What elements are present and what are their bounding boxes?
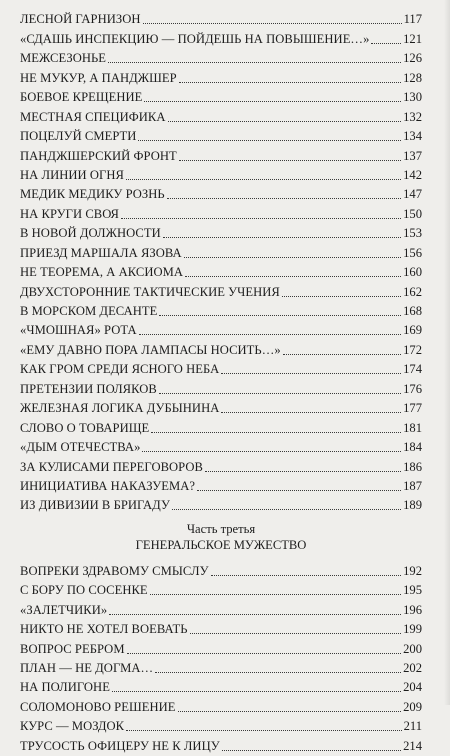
toc-entry-title: ПРИЕЗД МАРШАЛА ЯЗОВА <box>20 245 182 260</box>
dot-leader <box>155 672 401 673</box>
toc-entry-title: НА ЛИНИИ ОГНЯ <box>20 167 124 182</box>
toc-entry <box>20 678 422 697</box>
toc-entry <box>20 68 422 87</box>
toc-entry-page: 211 <box>403 719 422 734</box>
toc-entry <box>20 263 422 282</box>
toc-entry-page: 153 <box>403 226 422 241</box>
toc-entry-title: НА ПОЛИГОНЕ <box>20 680 110 695</box>
dot-leader <box>126 179 401 180</box>
toc-entry-page: 189 <box>403 498 422 513</box>
dot-leader <box>184 257 401 258</box>
toc-entry <box>20 477 422 496</box>
toc-entry-page: 172 <box>403 342 422 357</box>
toc-entry-title: ТРУСОСТЬ ОФИЦЕРУ НЕ К ЛИЦУ <box>20 738 220 753</box>
toc-entry-page: 150 <box>403 206 422 221</box>
toc-entry-title: БОЕВОЕ КРЕЩЕНИЕ <box>20 90 143 105</box>
dot-leader <box>283 354 401 355</box>
toc-entry <box>20 438 422 457</box>
dot-leader <box>197 490 401 491</box>
toc-entry-title: «ЕМУ ДАВНО ПОРА ЛАМПАСЫ НОСИТЬ…» <box>20 342 281 357</box>
dot-leader <box>167 198 401 199</box>
dot-leader <box>185 276 401 277</box>
toc-entry <box>20 620 422 639</box>
page-edge-shadow <box>444 0 450 705</box>
dot-leader <box>179 82 401 83</box>
dot-leader <box>221 412 401 413</box>
part-title: ГЕНЕРАЛЬСКОЕ МУЖЕСТВО <box>135 538 307 553</box>
toc-entry <box>20 204 422 223</box>
toc-entry-page: 168 <box>403 304 422 318</box>
toc-entry-title: МЕСТНАЯ СПЕЦИФИКА <box>20 109 166 124</box>
toc-entry <box>20 166 422 185</box>
dot-leader <box>159 393 401 394</box>
dot-leader <box>205 471 401 472</box>
toc-entry-page: 162 <box>403 284 422 299</box>
toc-entry-title: СЛОВО О ТОВАРИЩЕ <box>20 420 150 435</box>
toc-entry-page: 121 <box>403 31 422 46</box>
toc-entry-page: 184 <box>403 440 422 455</box>
dot-leader <box>159 315 401 316</box>
toc-entry-title: ПОЦЕЛУЙ СМЕРТИ <box>20 129 137 144</box>
toc-entry-page: 192 <box>403 563 422 578</box>
toc-entry-title: ВОПРОС РЕБРОМ <box>20 641 125 656</box>
toc-entry-page: 214 <box>403 738 422 753</box>
toc-entry-title: ИЗ ДИВИЗИИ В БРИГАДУ <box>20 498 170 513</box>
dot-leader <box>163 237 401 238</box>
part-label: Часть третья <box>186 522 256 537</box>
dot-leader <box>178 711 402 712</box>
toc-entry <box>20 561 422 580</box>
toc-entry-page: 202 <box>403 661 422 675</box>
toc-entry <box>20 736 422 755</box>
toc-entry-title: КАК ГРОМ СРЕДИ ЯСНОГО НЕБА <box>20 362 220 377</box>
dot-leader <box>126 730 401 731</box>
toc-entry <box>20 127 422 146</box>
toc-entry <box>20 340 422 359</box>
toc-entry-title: НЕ ТЕОРЕМА, А АКСИОМА <box>20 265 184 280</box>
toc-entry <box>20 399 422 418</box>
toc-entry <box>20 360 422 379</box>
dot-leader <box>121 218 401 219</box>
toc-entry-page: 199 <box>403 622 422 637</box>
dot-leader <box>221 373 401 374</box>
part-heading <box>20 521 422 553</box>
toc-entry-page: 176 <box>403 381 422 396</box>
dot-leader <box>282 296 401 297</box>
dot-leader <box>144 101 401 102</box>
toc-entry-page: 177 <box>403 401 422 416</box>
toc-entry <box>20 282 422 301</box>
toc-entry-page: 186 <box>403 459 422 474</box>
toc-entry-title: «ДЫМ ОТЕЧЕСТВА» <box>20 440 141 455</box>
toc-entry <box>20 224 422 243</box>
toc-group-part-three <box>20 561 422 755</box>
toc-entry-title: МЕДИК МЕДИКУ РОЗНЬ <box>20 187 165 202</box>
toc-entry-page: 147 <box>403 187 422 202</box>
toc-entry-page: 130 <box>403 90 422 105</box>
toc-entry <box>20 49 422 68</box>
toc-entry-title: НЕ МУКУР, А ПАНДЖШЕР <box>20 70 177 85</box>
toc-entry <box>20 146 422 165</box>
toc-entry-page: 132 <box>403 109 422 124</box>
toc-entry-title: «СДАШЬ ИНСПЕКЦИЮ — ПОЙДЕШЬ НА ПОВЫШЕНИЕ…» <box>20 31 370 46</box>
toc-entry-title: В МОРСКОМ ДЕСАНТЕ <box>20 304 158 318</box>
toc-entry-page: 195 <box>403 583 422 598</box>
toc-entry-title: МЕЖСЕЗОНЬЕ <box>20 51 107 66</box>
toc-entry <box>20 418 422 437</box>
toc-entry <box>20 302 422 321</box>
dot-leader <box>172 509 401 510</box>
dot-leader <box>143 23 402 24</box>
toc-entry-title: «ЧМОШНАЯ» РОТА <box>20 323 137 338</box>
dot-leader <box>112 691 401 692</box>
toc-entry <box>20 10 422 29</box>
toc-entry-page: 117 <box>403 12 422 27</box>
toc-entry <box>20 717 422 736</box>
toc-entry-title: СОЛОМОНОВО РЕШЕНИЕ <box>20 699 176 714</box>
dot-leader <box>109 614 401 615</box>
toc-entry-title: ЗА КУЛИСАМИ ПЕРЕГОВОРОВ <box>20 459 203 474</box>
toc-entry-title: ПРЕТЕНЗИИ ПОЛЯКОВ <box>20 381 157 396</box>
toc-entry-title: ЖЕЛЕЗНАЯ ЛОГИКА ДУБЫНИНА <box>20 401 220 416</box>
toc-entry <box>20 639 422 658</box>
toc-entry <box>20 321 422 340</box>
dot-leader <box>138 140 401 141</box>
toc-entry <box>20 697 422 716</box>
dot-leader <box>168 121 402 122</box>
toc-entry <box>20 457 422 476</box>
dot-leader <box>211 575 402 576</box>
dot-leader <box>139 334 401 335</box>
toc-entry <box>20 29 422 48</box>
toc-entry-title: ДВУХСТОРОННИЕ ТАКТИЧЕСКИЕ УЧЕНИЯ <box>20 284 280 299</box>
toc-entry-page: 156 <box>403 245 422 260</box>
toc-entry-title: С БОРУ ПО СОСЕНКЕ <box>20 583 148 598</box>
toc-entry-title: В НОВОЙ ДОЛЖНОСТИ <box>20 226 161 241</box>
toc-entry-page: 160 <box>403 265 422 280</box>
toc-entry <box>20 496 422 515</box>
toc-entry-page: 204 <box>403 680 422 695</box>
table-of-contents <box>20 10 422 756</box>
dot-leader <box>222 750 401 751</box>
toc-entry-title: ЛЕСНОЙ ГАРНИЗОН <box>20 12 141 27</box>
toc-entry-page: 174 <box>403 362 422 377</box>
toc-entry-title: ПЛАН — НЕ ДОГМА… <box>20 661 154 675</box>
toc-entry-page: 128 <box>403 70 422 85</box>
toc-entry-page: 196 <box>403 602 422 617</box>
toc-entry <box>20 659 422 678</box>
toc-entry-page: 137 <box>403 148 422 163</box>
toc-entry-page: 142 <box>403 167 422 182</box>
toc-entry <box>20 243 422 262</box>
dot-leader <box>150 594 401 595</box>
dot-leader <box>371 43 401 44</box>
toc-entry-page: 187 <box>403 478 422 493</box>
toc-entry-page: 200 <box>403 641 422 656</box>
toc-entry-page: 126 <box>403 51 422 66</box>
toc-entry-title: НИКТО НЕ ХОТЕЛ ВОЕВАТЬ <box>20 622 188 637</box>
toc-entry <box>20 581 422 600</box>
toc-entry <box>20 88 422 107</box>
toc-entry <box>20 185 422 204</box>
toc-entry-page: 181 <box>403 420 422 435</box>
toc-entry <box>20 379 422 398</box>
toc-entry <box>20 107 422 126</box>
toc-group-part-two <box>20 10 422 515</box>
dot-leader <box>142 451 401 452</box>
toc-entry-title: «ЗАЛЕТЧИКИ» <box>20 602 108 617</box>
dot-leader <box>108 62 401 63</box>
toc-entry-page: 169 <box>403 323 422 338</box>
toc-entry-page: 209 <box>403 699 422 714</box>
toc-entry-title: ПАНДЖШЕРСКИЙ ФРОНТ <box>20 148 177 163</box>
toc-entry-title: ВОПРЕКИ ЗДРАВОМУ СМЫСЛУ <box>20 563 209 578</box>
toc-entry-page: 134 <box>403 129 422 144</box>
dot-leader <box>179 160 401 161</box>
toc-entry-title: КУРС — МОЗДОК <box>20 719 125 734</box>
dot-leader <box>151 432 401 433</box>
dot-leader <box>127 653 402 654</box>
dot-leader <box>190 633 402 634</box>
toc-entry-title: ИНИЦИАТИВА НАКАЗУЕМА? <box>20 478 196 493</box>
toc-entry-title: НА КРУГИ СВОЯ <box>20 206 119 221</box>
toc-entry <box>20 600 422 619</box>
